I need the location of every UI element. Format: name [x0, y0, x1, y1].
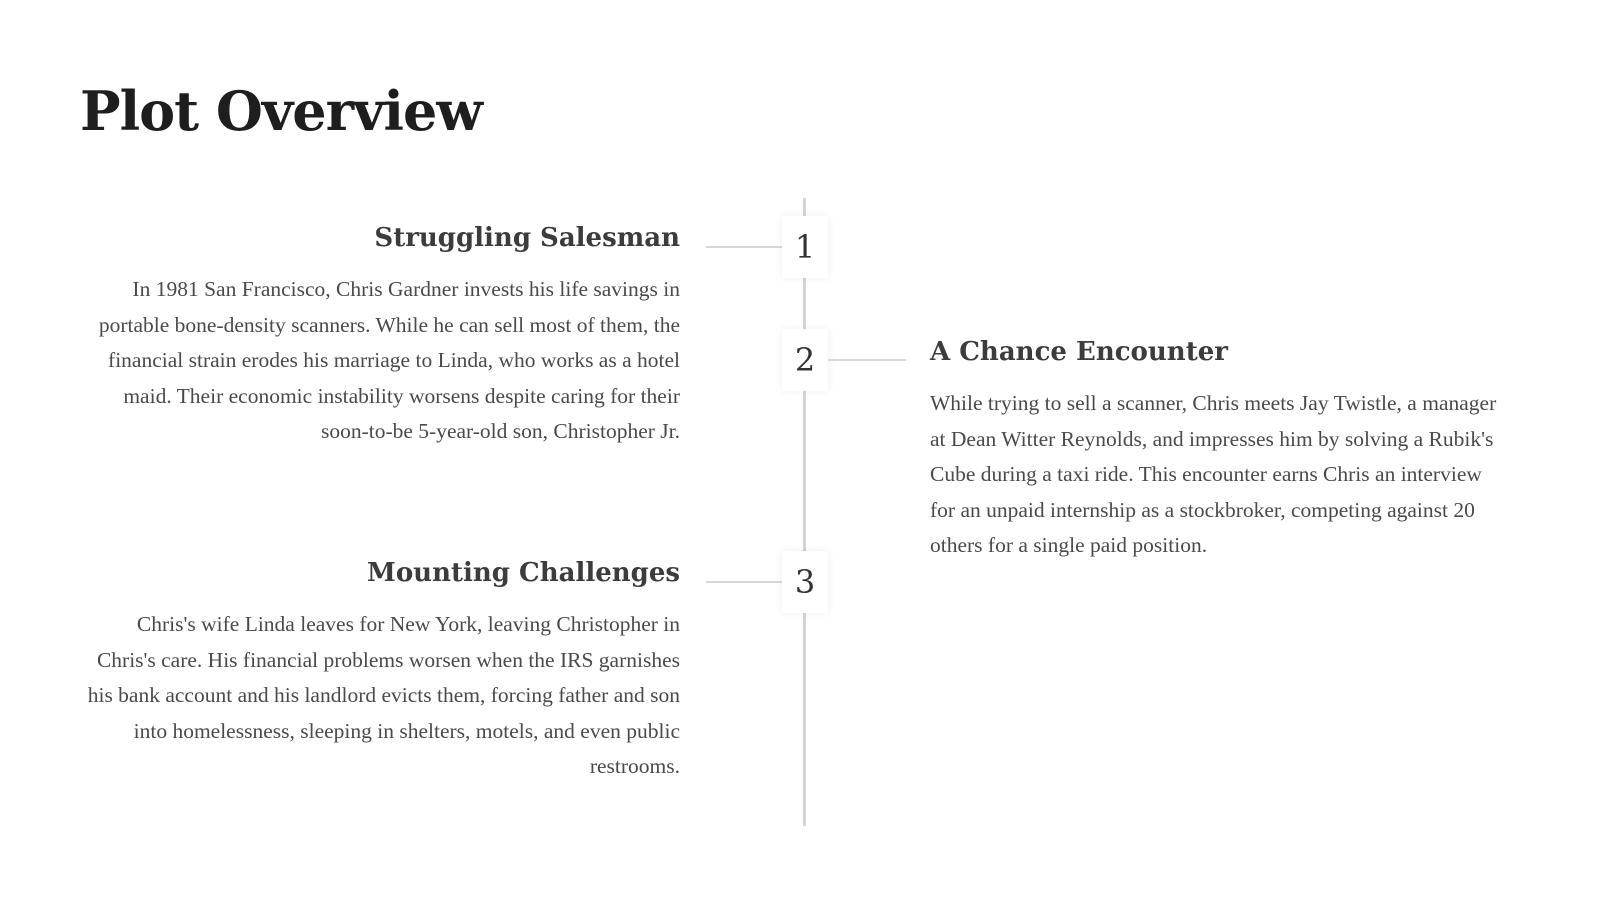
timeline-line [803, 198, 806, 826]
event-struggling-salesman [78, 220, 680, 450]
connector-1 [706, 246, 782, 248]
step-number-2: 2 [782, 329, 828, 391]
event-a-chance-encounter [930, 334, 1510, 564]
step-number-1: 1 [782, 216, 828, 278]
event-mounting-challenges [78, 555, 680, 785]
connector-2 [828, 359, 906, 361]
step-number-3: 3 [782, 551, 828, 613]
event-heading: Struggling Salesman [374, 223, 680, 253]
page-title: Plot Overview [80, 79, 482, 143]
event-description: While trying to sell a scanner, Chris meets Jay Twistle, a manager at Dean Witter Reynolds, and impresses him by solving a Rubik's Cube during a taxi ride. This encounter earns Chris an interview for an unpaid internship as a stockbroker, competing against 20 others for a single paid position. [930, 391, 1497, 558]
connector-3 [706, 581, 782, 583]
event-description: In 1981 San Francisco, Chris Gardner invests his life savings in portable bone-density scanners. While he can sell most of them, the financial strain erodes his marriage to Linda, who works as a hotel maid. Their economic instability worsens despite caring for their soon-to-be 5-year-old son, Christopher Jr. [98, 277, 680, 444]
event-heading: A Chance Encounter [930, 337, 1228, 367]
event-heading: Mounting Challenges [367, 558, 680, 588]
event-description: Chris's wife Linda leaves for New York, leaving Christopher in Chris's care. His financial problems worsen when the IRS garnishes his bank account and his landlord evicts them, forcing father and son into homelessness, sleeping in shelters, motels, and even public restrooms. [87, 612, 680, 779]
